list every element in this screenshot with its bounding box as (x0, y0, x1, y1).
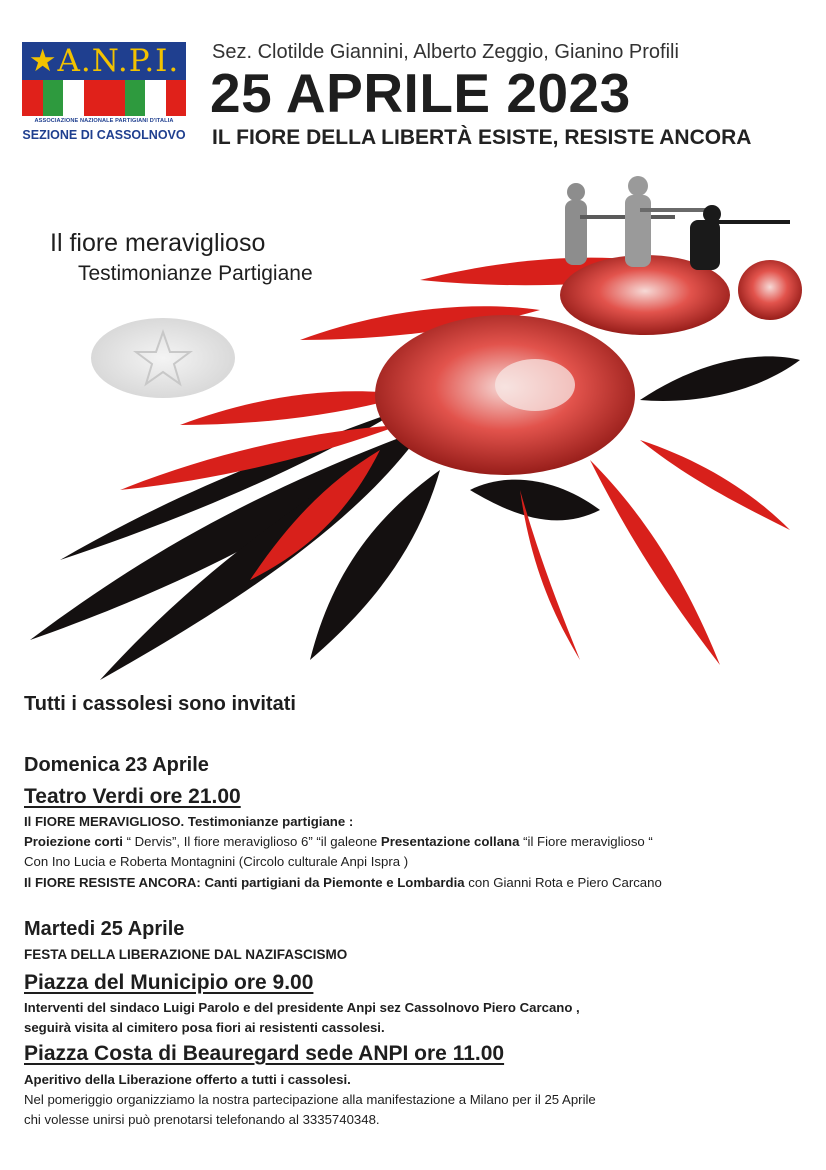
logo-wordmark: ★A.N.P.I. (22, 42, 186, 80)
festa-heading: FESTA DELLA LIBERAZIONE DAL NAZIFASCISMO (24, 947, 348, 962)
program-line-text: “ Dervis”, Il fiore meraviglioso 6” “il galeone (122, 834, 381, 849)
anpi-logo (22, 42, 186, 146)
program-line (24, 874, 662, 892)
blossom-right (738, 260, 802, 320)
program-line-text: con Gianni Rota e Piero Carcano (464, 875, 662, 890)
program-line-bold: Presentazione collana (380, 834, 520, 849)
program-line (24, 833, 653, 851)
hero-title: Il fiore meraviglioso (50, 229, 266, 257)
program-line-bold: Il FIORE RESISTE ANCORA: Canti partigiani da Piemonte e Lombardia (24, 875, 465, 890)
page-title: 25 APRILE 2023 (210, 62, 631, 124)
program-line: Con Ino Lucia e Roberta Montagnini (Circolo culturale Anpi Ispra ) (24, 854, 409, 869)
program-line: Il FIORE MERAVIGLIOSO. Testimonianze partigiane : (24, 814, 354, 829)
flag-stripe-red (166, 80, 187, 116)
flag-stripe-red (22, 80, 43, 116)
partisan-silhouettes (565, 176, 790, 270)
program-line: seguirà visita al cimitero posa fiori ai resistenti cassolesi. (24, 1020, 385, 1035)
day-heading-tuesday: Martedi 25 Aprile (24, 918, 185, 940)
program-line-text: “il Fiore meraviglioso “ (519, 834, 653, 849)
venue-piazza-municipio: Piazza del Municipio ore 9.00 (24, 971, 314, 994)
program-line: Interventi del sindaco Luigi Parolo e del presidente Anpi sez Cassolnovo Piero Carcano , (24, 1000, 580, 1015)
program-line: chi volesse unirsi può prenotarsi telefonando al 3335740348. (24, 1112, 380, 1127)
venue-teatro-verdi: Teatro Verdi ore 21.00 (24, 785, 241, 808)
day-heading-sunday: Domenica 23 Aprile (24, 754, 209, 776)
blossom-highlight (495, 359, 575, 411)
program-line: Nel pomeriggio organizziamo la nostra partecipazione alla manifestazione a Milano per il 25 Aprile (24, 1092, 596, 1107)
hero-subtitle: Testimonianze Partigiane (78, 262, 313, 285)
flag-stripe-red (104, 80, 125, 116)
flag-stripe-green (43, 80, 64, 116)
program-line: Aperitivo della Liberazione offerto a tutti i cassolesi. (24, 1072, 351, 1087)
flag-stripe-green (125, 80, 146, 116)
page-subtitle: IL FIORE DELLA LIBERTÀ ESISTE, RESISTE ANCORA (212, 126, 752, 149)
hero-artwork (0, 160, 826, 690)
flag-stripe-red (84, 80, 105, 116)
invitation-text: Tutti i cassolesi sono invitati (24, 693, 296, 715)
logo-section-name: SEZIONE DI CASSOLNOVO (22, 128, 186, 142)
italian-flag-icon (22, 80, 186, 116)
flag-stripe-white (63, 80, 84, 116)
flag-stripe-white (145, 80, 166, 116)
section-names: Sez. Clotilde Giannini, Alberto Zeggio, Gianino Profili (212, 41, 679, 63)
program-line-bold: Proiezione corti (24, 834, 123, 849)
venue-piazza-costa: Piazza Costa di Beauregard sede ANPI ore 11.00 (24, 1042, 505, 1065)
logo-association-name: ASSOCIAZIONE NAZIONALE PARTIGIANI D'ITALIA (34, 118, 174, 124)
